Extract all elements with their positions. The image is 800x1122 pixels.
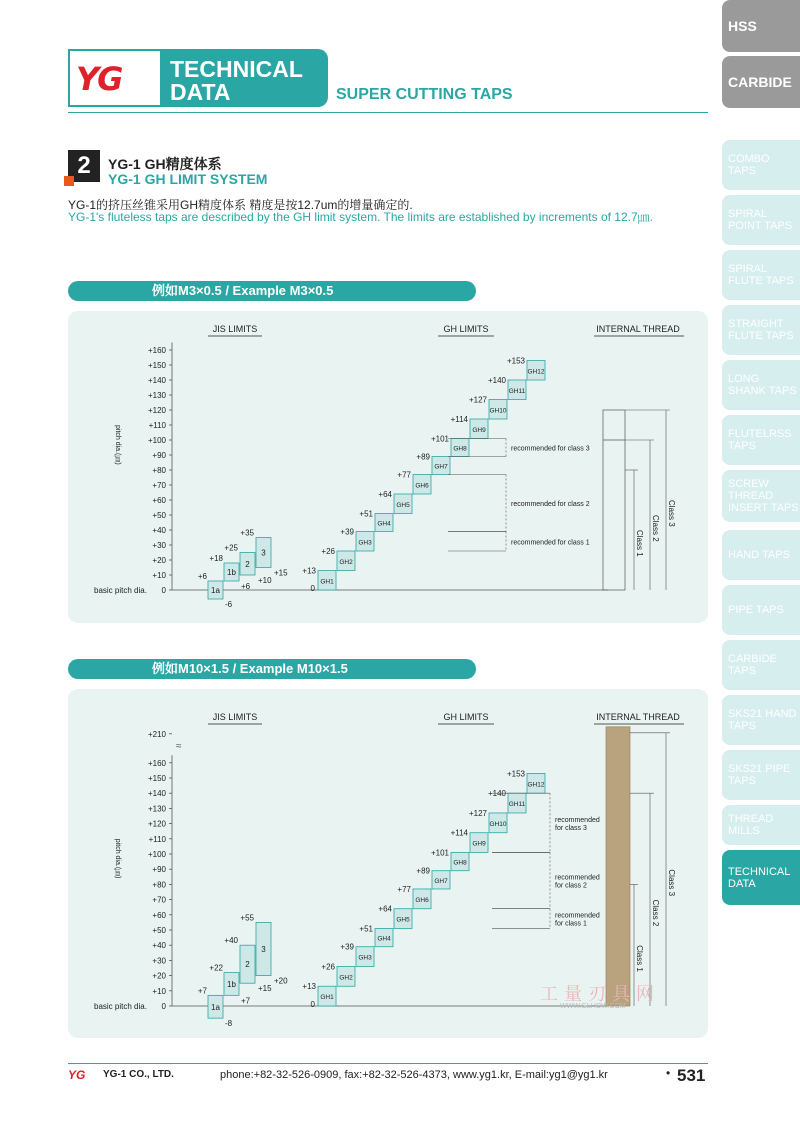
y-tick-label: +100 xyxy=(147,436,166,445)
gh-upper-label: +140 xyxy=(487,789,506,799)
class-label: Class 1 xyxy=(635,530,644,557)
jis-upper-label: +22 xyxy=(209,963,223,973)
y-tick-label: +90 xyxy=(152,865,166,875)
y-tick-label: +150 xyxy=(147,361,166,370)
page-subhead: SUPER CUTTING TAPS xyxy=(336,86,513,103)
jis-lower-label: -8 xyxy=(225,1019,233,1029)
page-number: 531 xyxy=(677,1066,706,1085)
jis-upper-label: +7 xyxy=(197,986,207,996)
gh-box-label: GH7 xyxy=(434,877,448,885)
gh-box-label: GH6 xyxy=(415,896,429,904)
badge-line-2: DATA xyxy=(170,79,231,105)
tab-hss[interactable]: HSS xyxy=(722,0,800,52)
y-tick-label: +110 xyxy=(148,834,166,844)
gh-box-label: GH6 xyxy=(415,482,429,490)
gh-box-label: GH11 xyxy=(508,387,526,395)
gh-box-label: GH7 xyxy=(434,463,448,471)
jis-title: JIS LIMITS xyxy=(212,712,258,722)
y-tick-label: +160 xyxy=(147,346,166,355)
tab-sks21-pipe-taps[interactable]: SKS21 PIPE TAPS xyxy=(722,750,800,800)
gh-box-label: GH2 xyxy=(339,558,353,566)
y-tick-label: +130 xyxy=(147,391,166,400)
tab-technical-data[interactable]: TECHNICAL DATA xyxy=(722,850,800,905)
y-tick-label: +20 xyxy=(152,556,166,565)
y-tick-label: +70 xyxy=(152,481,166,490)
rec-label: recommended xyxy=(555,816,600,824)
tab-carbide-taps[interactable]: CARBIDE TAPS xyxy=(722,640,800,690)
y-tick-label: +90 xyxy=(152,451,166,460)
tab-sks21-hand-taps[interactable]: SKS21 HAND TAPS xyxy=(722,695,800,745)
gh-box-label: GH9 xyxy=(472,426,486,434)
gh-upper-label: +89 xyxy=(416,866,430,876)
description-cn: YG-1的挤压丝锥采用GH精度体系 精度是按12.7um的增量确定的. xyxy=(68,198,413,212)
rec-label: recommended for class 1 xyxy=(511,539,590,547)
gh-upper-label: +101 xyxy=(430,434,449,444)
gh-upper-label: +64 xyxy=(378,904,392,914)
watermark-text: 工量刃具网 xyxy=(540,984,660,1004)
gh-box-label: GH4 xyxy=(377,935,391,943)
y-tick-label: +60 xyxy=(152,910,166,920)
gh-title: GH LIMITS xyxy=(443,712,489,722)
jis-title: JIS LIMITS xyxy=(212,324,258,334)
jis-box-label: 3 xyxy=(261,945,266,954)
y-tick-label: +130 xyxy=(147,804,166,814)
y-tick-label-top: +210 xyxy=(147,729,166,739)
gh-upper-label: +153 xyxy=(506,356,525,366)
y-tick-label: +80 xyxy=(152,880,166,890)
y-tick-label: +60 xyxy=(152,496,166,505)
gh-upper-label: +64 xyxy=(378,490,392,499)
gh-upper-label: +89 xyxy=(416,452,430,462)
gh-box-label: GH8 xyxy=(453,445,467,453)
example-heading-m10: 例如M10×1.5 / Example M10×1.5 xyxy=(68,659,476,679)
gh-lower-label: 0 xyxy=(310,584,315,593)
gh-box-label: GH5 xyxy=(396,916,410,924)
jis-lower-label: +20 xyxy=(274,976,288,986)
y-tick-label: +50 xyxy=(152,511,166,520)
tab-spiral-flute-taps[interactable]: SPIRAL FLUTE TAPS xyxy=(722,250,800,300)
y-tick-label: +40 xyxy=(152,941,166,951)
gh-box-label: GH2 xyxy=(339,974,353,982)
jis-upper-label: +55 xyxy=(240,913,254,923)
gh-upper-label: +39 xyxy=(340,942,354,952)
gh-box-label: GH3 xyxy=(358,539,372,547)
gh-box-label: GH10 xyxy=(489,407,507,415)
class-label: Class 2 xyxy=(651,899,660,927)
gh-upper-label: +140 xyxy=(487,376,506,385)
gh-upper-label: +51 xyxy=(359,509,373,519)
gh-upper-label: +39 xyxy=(340,527,354,537)
section-number: 2 xyxy=(68,150,100,182)
gh-upper-label: +26 xyxy=(321,547,335,556)
y-tick-label: +10 xyxy=(152,986,166,996)
jis-upper-label: +40 xyxy=(224,936,238,946)
section-title-en: YG-1 GH LIMIT SYSTEM xyxy=(108,171,268,187)
gh-box-label: GH12 xyxy=(527,368,545,376)
tab-spiral-point-taps[interactable]: SPIRAL POINT TAPS xyxy=(722,195,800,245)
gh-box-label: GH1 xyxy=(320,578,334,586)
gh-box-label: GH3 xyxy=(358,954,372,962)
rec-label-2: for class 1 xyxy=(555,920,587,928)
gh-upper-label: +13 xyxy=(302,982,316,992)
internal-thread-block xyxy=(603,410,625,590)
rec-label: recommended xyxy=(555,912,600,920)
tab-pipe-taps[interactable]: PIPE TAPS xyxy=(722,585,800,635)
gh-upper-label: +77 xyxy=(397,884,411,894)
y-tick-label: +140 xyxy=(147,789,166,799)
tab-flutelrss-taps[interactable]: FLUTELRSS TAPS xyxy=(722,415,800,465)
jis-lower-label: +10 xyxy=(258,576,272,585)
gh-upper-label: +153 xyxy=(506,769,525,779)
y-tick-label: +150 xyxy=(147,774,166,783)
jis-upper-label: +18 xyxy=(209,554,223,563)
y-tick-label: +120 xyxy=(147,406,166,415)
y-axis-label: pitch dia.(㎛) xyxy=(114,425,121,465)
jis-box-label: 1b xyxy=(227,979,236,989)
y-tick-label: 0 xyxy=(161,586,166,595)
y-tick-label: +20 xyxy=(152,971,166,981)
footer-rule xyxy=(68,1063,708,1064)
rec-label-2: for class 2 xyxy=(555,882,587,890)
jis-lower-label: +7 xyxy=(241,996,251,1006)
internal-thread-title: INTERNAL THREAD xyxy=(596,712,680,722)
gh-limit-diagram-m3 xyxy=(68,311,708,623)
y-tick-label: 0 xyxy=(161,1002,166,1011)
gh-upper-label: +114 xyxy=(450,415,468,424)
tab-long-shank-taps[interactable]: LONG SHANK TAPS xyxy=(722,360,800,410)
gh-lower-label: 0 xyxy=(310,1000,315,1009)
gh-box-label: GH11 xyxy=(508,801,526,809)
gh-upper-label: +127 xyxy=(468,808,487,818)
y-tick-label: +120 xyxy=(147,819,166,829)
tab-thread-mills[interactable]: THREAD MILLS xyxy=(722,805,800,845)
jis-box-label: 2 xyxy=(245,960,250,970)
y-tick-label: +70 xyxy=(152,895,166,905)
rec-label-2: for class 3 xyxy=(555,824,587,832)
jis-lower-label: +6 xyxy=(241,582,251,591)
tab-combo-taps[interactable]: COMBO TAPS xyxy=(722,140,800,190)
class-label: Class 1 xyxy=(635,945,644,972)
class-label: Class 2 xyxy=(651,515,660,542)
watermark-url: WWW.GLHOW.COM xyxy=(560,1003,626,1010)
internal-thread-title: INTERNAL THREAD xyxy=(596,324,680,334)
y-tick-label: +40 xyxy=(152,526,166,535)
gh-box-label: GH4 xyxy=(377,520,391,528)
footer-logo: YG xyxy=(68,1068,86,1082)
gh-title: GH LIMITS xyxy=(443,324,489,334)
tab-straight-flute-taps[interactable]: STRAIGHT FLUTE TAPS xyxy=(722,305,800,355)
jis-upper-label: +35 xyxy=(240,528,254,538)
gh-box-label: GH8 xyxy=(453,859,467,867)
jis-lower-label: +15 xyxy=(258,984,272,994)
y-axis-label: pitch dia.(㎛) xyxy=(114,838,121,879)
y-tick-label: +30 xyxy=(152,956,166,966)
basic-pitch-label: basic pitch dia. xyxy=(94,1002,147,1011)
yg1-logo: YG xyxy=(76,60,122,98)
y-tick-label: +160 xyxy=(147,758,166,768)
gh-box-label: GH5 xyxy=(396,501,410,509)
tab-hand-taps[interactable]: HAND TAPS xyxy=(722,530,800,580)
gh-upper-label: +114 xyxy=(450,828,468,838)
gh-upper-label: +127 xyxy=(468,395,487,405)
header-rule xyxy=(68,112,708,113)
internal-thread-block xyxy=(606,727,630,1006)
footer-company: YG-1 CO., LTD. xyxy=(103,1069,174,1080)
jis-box-label: 1b xyxy=(227,568,236,577)
tab-screw-thread-insert-taps[interactable]: SCREW THREAD INSERT TAPS xyxy=(722,470,800,522)
gh-upper-label: +13 xyxy=(302,566,316,576)
diagram-panel-m3 xyxy=(68,311,708,623)
axis-break-icon: ≈ xyxy=(176,740,182,752)
example-heading-m3: 例如M3×0.5 / Example M3×0.5 xyxy=(68,281,476,301)
gh-upper-label: +26 xyxy=(321,962,335,972)
y-tick-label: +30 xyxy=(152,541,166,550)
jis-lower-label: -6 xyxy=(225,600,233,609)
gh-box-label: GH12 xyxy=(527,781,545,789)
jis-upper-label: +6 xyxy=(197,572,207,581)
y-tick-label: +100 xyxy=(147,850,166,859)
gh-upper-label: +101 xyxy=(430,848,449,858)
basic-pitch-label: basic pitch dia. xyxy=(94,586,147,595)
gh-box-label: GH9 xyxy=(472,840,486,848)
rec-label: recommended for class 2 xyxy=(511,501,590,508)
footer-bullet: • xyxy=(666,1066,671,1080)
jis-box-label: 2 xyxy=(245,559,250,569)
footer-contact: phone:+82-32-526-0909, fax:+82-32-526-4373, www.yg1.kr, E-mail:yg1@yg1.kr xyxy=(220,1069,608,1081)
tab-carbide[interactable]: CARBIDE xyxy=(722,56,800,108)
y-tick-label: +110 xyxy=(148,421,166,430)
jis-box-label: 3 xyxy=(261,548,266,558)
class-label: Class 3 xyxy=(667,500,676,527)
gh-upper-label: +77 xyxy=(397,470,411,480)
jis-upper-label: +25 xyxy=(224,543,238,553)
jis-lower-label: +15 xyxy=(274,568,288,578)
rec-label: recommended xyxy=(555,874,600,882)
y-tick-label: +10 xyxy=(152,571,166,580)
rec-label: recommended for class 3 xyxy=(511,445,590,453)
jis-box-label: 1a xyxy=(211,1002,220,1012)
gh-box-label: GH1 xyxy=(320,994,334,1002)
gh-upper-label: +51 xyxy=(359,924,373,934)
description-en: YG-1's fluteless taps are described by the GH limit system. The limits are established by increments of 12.7㎛. xyxy=(68,210,653,224)
class-label: Class 3 xyxy=(667,869,676,897)
y-tick-label: +50 xyxy=(152,926,166,935)
badge-line-1: TECHNICAL xyxy=(170,56,303,82)
y-tick-label: +140 xyxy=(147,376,166,385)
jis-box-label: 1a xyxy=(211,586,220,595)
section-title-cn: YG-1 GH精度体系 xyxy=(108,156,222,172)
gh-box-label: GH10 xyxy=(489,820,507,828)
y-tick-label: +80 xyxy=(152,466,166,475)
